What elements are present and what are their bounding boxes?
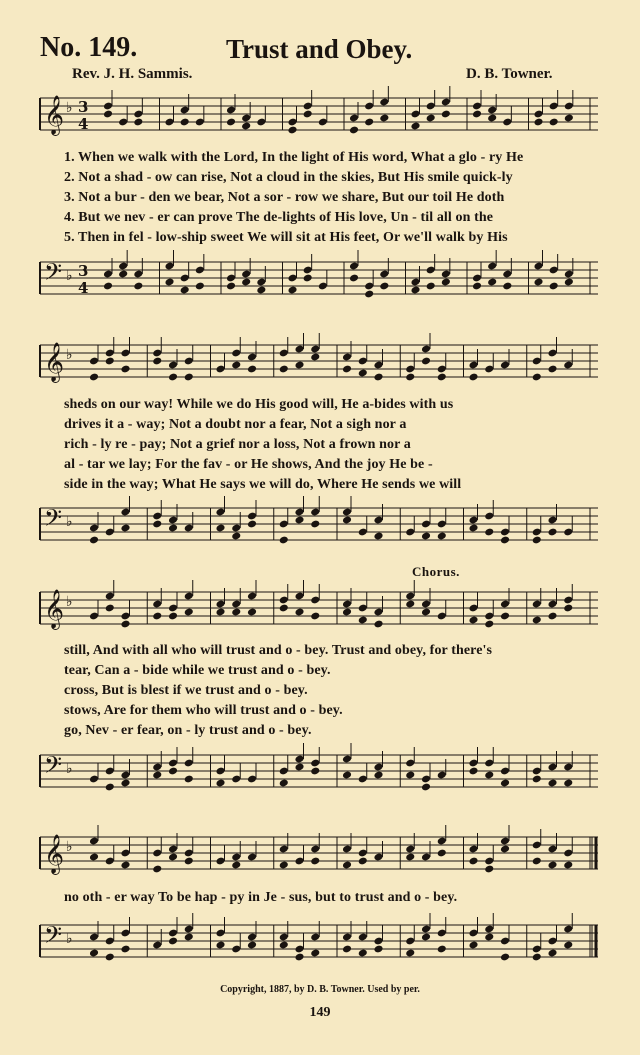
svg-text:𝄞: 𝄞 (44, 95, 65, 135)
treble-staff (40, 342, 598, 382)
svg-text:♭: ♭ (66, 100, 73, 116)
verse-line: rich - ly re - pay; Not a grief nor a loss, Not a frown nor a (64, 437, 411, 452)
svg-text:4: 4 (78, 115, 89, 133)
svg-text:4: 4 (78, 279, 89, 297)
staff-drawing (40, 751, 598, 798)
verse-line: al - tar we lay; For the fav - or He shows, And the joy He be - (64, 457, 433, 472)
verse-line: 4. But we nev - er can prove The de-lights of His love, Un - til all on the (64, 210, 494, 225)
treble-staff (40, 589, 598, 629)
verse-line: 1. When we walk with the Lord, In the light of His word, What a glo - ry He (64, 150, 524, 165)
svg-text:𝄞: 𝄞 (44, 834, 65, 874)
verse-line: 3. Not a bur - den we bear, Not a sor - row we share, But our toil He doth (64, 190, 505, 205)
staff-drawing (40, 258, 598, 305)
svg-text:𝄞: 𝄞 (44, 589, 65, 629)
verse-line: 5. Then in fel - low-ship sweet We will sit at His feet, Or we'll walk by His (64, 230, 508, 245)
verse-line: 2. Not a shad - ow can rise, Not a cloud in the skies, But His smile quick-ly (64, 170, 513, 185)
svg-text:♭: ♭ (66, 268, 73, 284)
copyright-notice: Copyright, 1887, by D. B. Towner. Used by per. (220, 984, 420, 995)
svg-text:𝄢: 𝄢 (44, 504, 63, 537)
staff-drawing (40, 504, 598, 551)
composer-credit: D. B. Towner. (466, 66, 553, 82)
verse-line: stows, Are for them who will trust and o - bey. (64, 703, 343, 718)
svg-text:♭: ♭ (66, 761, 73, 777)
svg-text:𝄢: 𝄢 (44, 751, 63, 784)
svg-text:𝄢: 𝄢 (44, 258, 63, 291)
author-credit: Rev. J. H. Sammis. (72, 66, 193, 82)
verse-line: side in the way; What He says we will do, Where He sends we will (64, 477, 462, 492)
verse-line: drives it a - way; Not a doubt nor a fear, Not a sigh nor a (64, 417, 407, 432)
svg-text:♭: ♭ (66, 594, 73, 610)
bass-staff (40, 751, 598, 788)
treble-staff (40, 95, 598, 135)
chorus-label: Chorus. (412, 564, 460, 579)
treble-staff (40, 834, 598, 874)
verse-line: tear, Can a - bide while we trust and o - bey. (64, 663, 331, 678)
svg-text:♭: ♭ (66, 839, 73, 855)
bass-staff (40, 504, 598, 541)
staff-drawing (40, 834, 598, 880)
svg-text:𝄢: 𝄢 (44, 921, 63, 954)
hymn-title: Trust and Obey. (226, 34, 413, 64)
verse-line: still, And with all who will trust and o - bey. Trust and obey, for there's (64, 643, 493, 658)
verse-line: sheds on our way! While we do His good will, He a-bides with us (64, 397, 454, 412)
svg-text:3: 3 (78, 262, 89, 280)
svg-text:♭: ♭ (66, 347, 73, 363)
svg-text:3: 3 (78, 98, 89, 116)
bass-staff (40, 258, 598, 297)
staff-drawing (40, 589, 598, 635)
staff-drawing (40, 342, 598, 388)
staff-drawing (40, 921, 598, 968)
svg-text:♭: ♭ (66, 514, 73, 530)
page-number: 149 (309, 1005, 331, 1020)
svg-text:𝄞: 𝄞 (44, 342, 65, 382)
svg-text:♭: ♭ (66, 931, 73, 947)
verse-line: cross, But is blest if we trust and o - bey. (64, 683, 308, 698)
verse-line: go, Nev - er fear, on - ly trust and o - bey. (64, 723, 312, 738)
hymn-number: No. 149. (40, 32, 138, 63)
verse-line: no oth - er way To be hap - py in Je - sus, but to trust and o - bey. (64, 890, 458, 905)
staff-drawing (40, 95, 598, 141)
bass-staff (40, 921, 598, 958)
